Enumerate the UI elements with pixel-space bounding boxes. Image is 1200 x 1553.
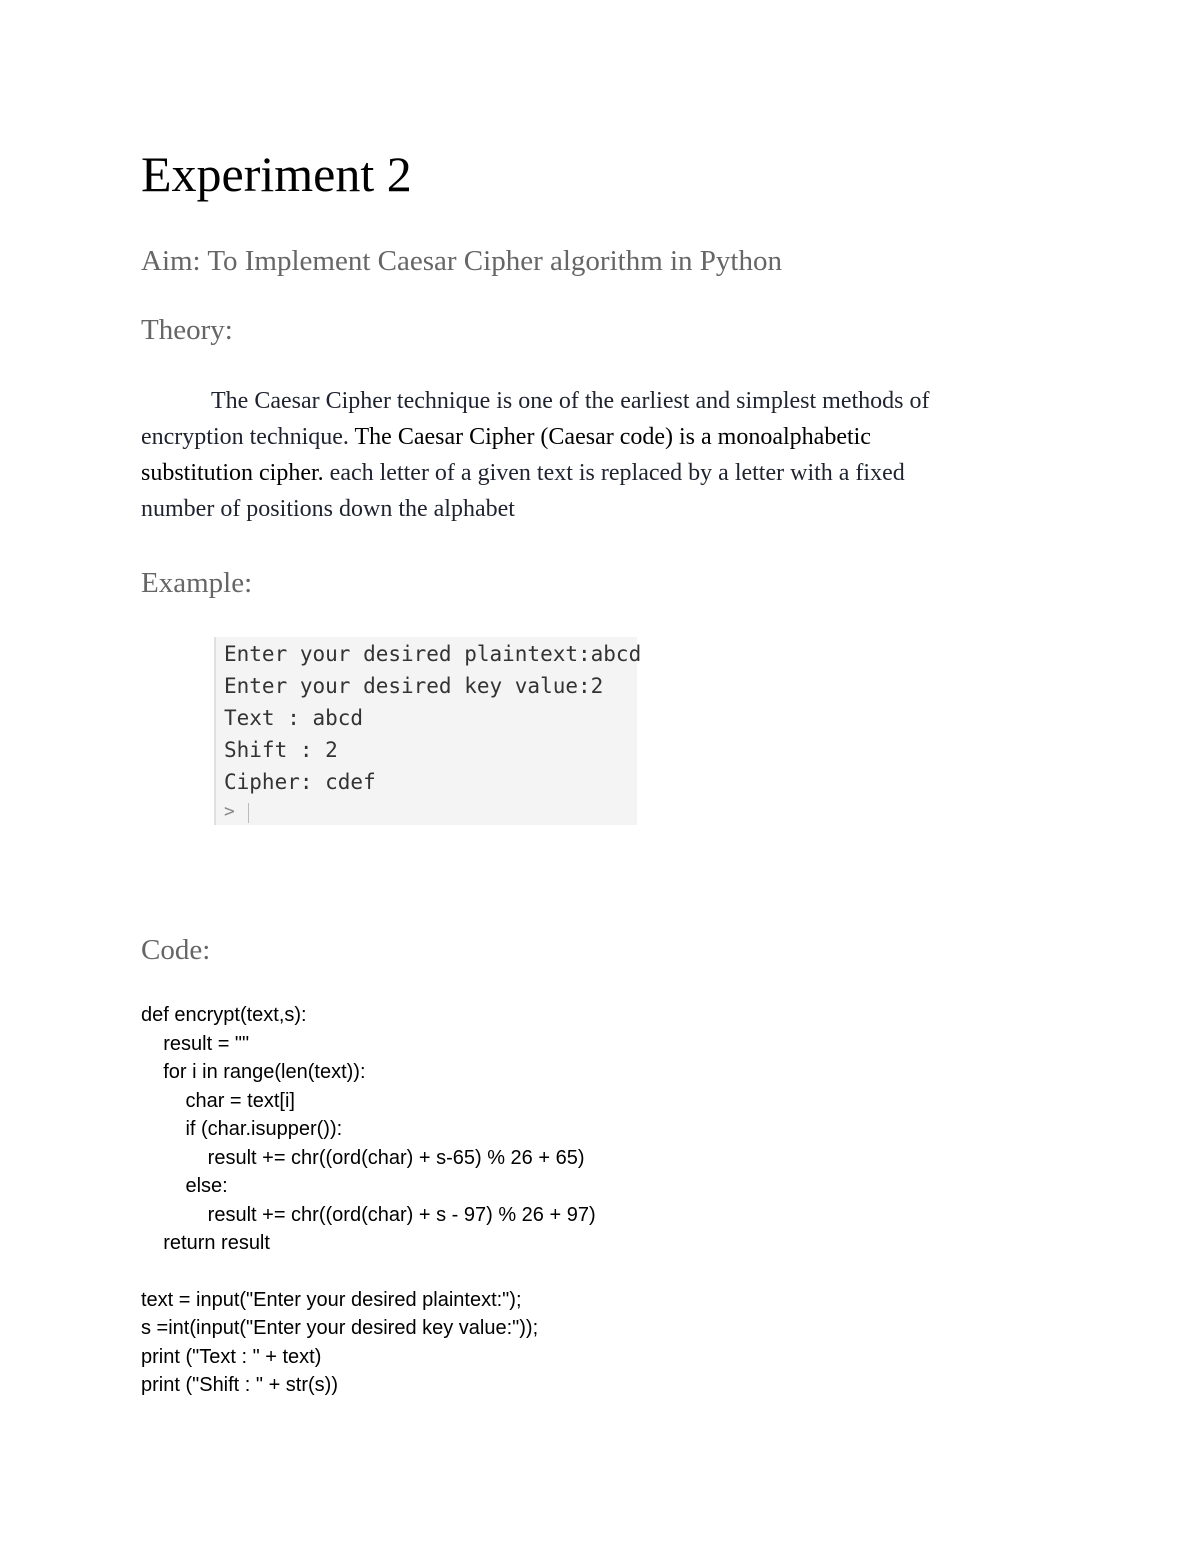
code-line: s =int(input("Enter your desired key value:")); <box>141 1317 539 1339</box>
code-line: def encrypt(text,s): <box>141 1004 307 1026</box>
page-title: Experiment 2 <box>141 146 412 202</box>
theory-text-emphasis: The Caesar Cipher (Caesar code) is a monoalphabetic <box>354 424 871 450</box>
theory-text: each letter of a given text is replaced by a letter with a fixed <box>323 460 905 486</box>
code-line: result += chr((ord(char) + s - 97) % 26 + 97) <box>141 1203 596 1226</box>
code-line: return result <box>141 1232 270 1254</box>
console-line: Enter your desired key value:2 <box>224 674 604 698</box>
theory-text-emphasis: substitution cipher. <box>141 460 324 486</box>
console-output-screenshot <box>214 637 642 825</box>
theory-paragraph <box>141 383 1041 527</box>
code-line: else: <box>141 1175 228 1197</box>
theory-line <box>141 419 1041 455</box>
theory-line: number of positions down the alphabet <box>141 496 515 522</box>
theory-text: encryption technique. <box>141 424 355 450</box>
code-line: print ("Shift : " + str(s)) <box>141 1374 339 1396</box>
console-line: Shift : 2 <box>224 738 338 762</box>
theory-heading: Theory: <box>141 314 233 346</box>
code-spacer <box>141 1258 596 1286</box>
code-block <box>141 1001 596 1400</box>
console-caret <box>248 803 249 823</box>
example-heading: Example: <box>141 567 253 599</box>
theory-line: The Caesar Cipher technique is one of the earliest and simplest methods of <box>211 388 930 414</box>
console-line: Enter your desired plaintext:abcd <box>224 642 642 666</box>
code-line: result += chr((ord(char) + s-65) % 26 + 65) <box>141 1146 585 1169</box>
code-line: print ("Text : " + text) <box>141 1345 322 1368</box>
code-line: for i in range(len(text)): <box>141 1061 366 1083</box>
code-line: result = "" <box>141 1032 250 1055</box>
console-line: Text : abcd <box>224 706 364 730</box>
code-line: if (char.isupper()): <box>141 1118 343 1140</box>
code-line: text = input("Enter your desired plaintext:"); <box>141 1288 522 1311</box>
console-line: Cipher: cdef <box>224 770 376 794</box>
theory-line <box>141 455 1041 491</box>
code-line: char = text[i] <box>141 1089 295 1112</box>
aim-heading: Aim: To Implement Caesar Cipher algorithm in Python <box>141 245 782 277</box>
console-prompt-icon: > <box>224 801 235 822</box>
code-heading: Code: <box>141 934 211 966</box>
